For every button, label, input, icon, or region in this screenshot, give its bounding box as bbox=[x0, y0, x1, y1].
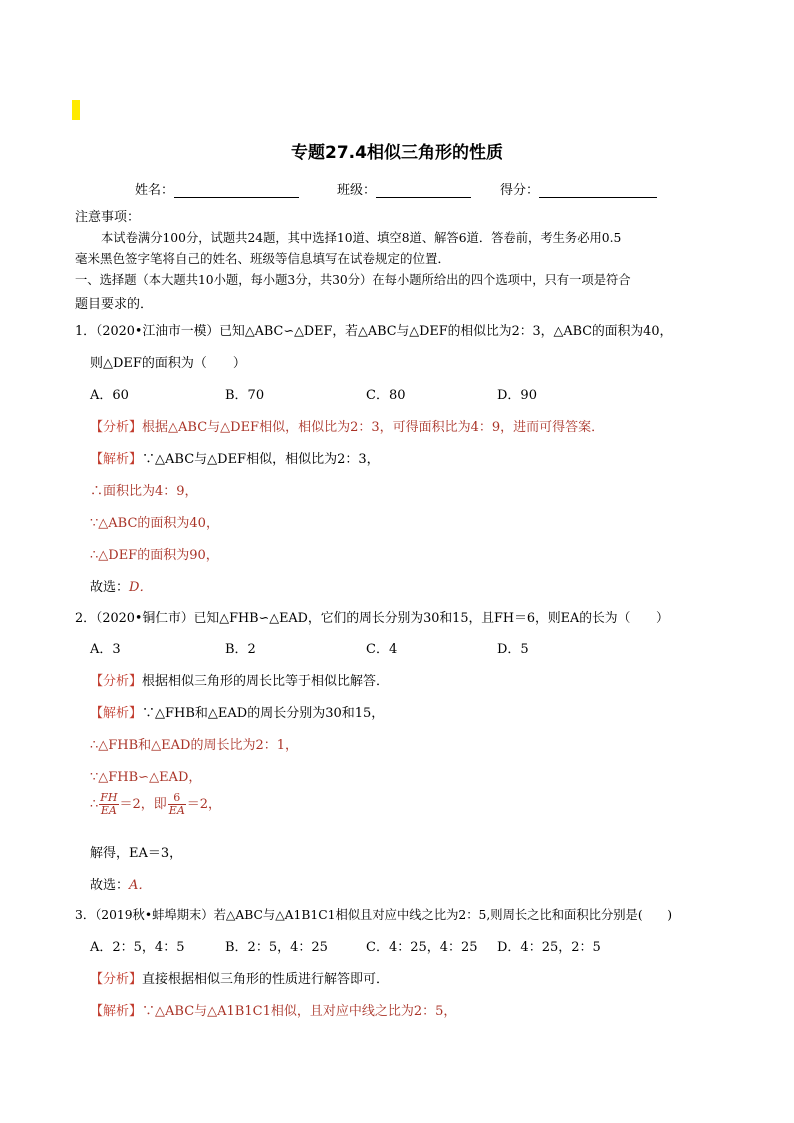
q3-solution-tag: 【解析】 bbox=[90, 1004, 143, 1019]
q2-therefore-symbol: ∴ bbox=[90, 797, 99, 812]
name-label: 姓名： bbox=[135, 183, 175, 198]
q2-answer: A． bbox=[129, 878, 152, 893]
q1-option-c[interactable]: C．80 bbox=[366, 388, 406, 403]
q2-solution-line-3: ∵△FHB∽△EAD， bbox=[90, 770, 202, 785]
q2-option-b[interactable]: B．2 bbox=[225, 642, 256, 657]
q1-solution-line-4: ∴△DEF的面积为90， bbox=[90, 548, 219, 563]
page-title: 专题27.4相似三角形的性质 bbox=[291, 143, 503, 163]
q2-stem: 2．（2020•铜仁市）已知△FHB∽△EAD，它们的周长分别为30和15，且FH＝6，则EA的长为（ ） bbox=[75, 611, 669, 626]
q3-option-a[interactable]: A．2：5，4：5 bbox=[90, 940, 185, 955]
section-heading-line-1: 一、选择题（本大题共10小题，每小题3分，共30分）在每小题所给出的四个选项中，只有一项是符合 bbox=[75, 273, 631, 287]
q2-solution-line-4 bbox=[90, 792, 221, 817]
notice-line-1: 本试卷满分100分，试题共24题，其中选择10道、填空8道、解答6道．答卷前，考生务必用0.5 bbox=[101, 231, 622, 245]
q1-stem-line-2: 则△DEF的面积为（ ） bbox=[90, 356, 246, 371]
q2-analysis-tag: 【分析】 bbox=[90, 674, 143, 689]
class-blank[interactable] bbox=[376, 183, 471, 198]
q2-solution-line-1 bbox=[90, 702, 384, 721]
class-field[interactable] bbox=[337, 179, 471, 198]
q2-solution-line-2: ∴△FHB和△EAD的周长比为2：1， bbox=[90, 738, 299, 753]
notice-line-2: 毫米黑色签字笔将自己的姓名、班级等信息填写在试卷规定的位置． bbox=[75, 251, 451, 266]
q2-answer-prefix: 故选： bbox=[90, 878, 130, 893]
q2-fraction-1-denominator: EA bbox=[100, 804, 117, 817]
score-field[interactable] bbox=[500, 179, 657, 198]
q3-analysis bbox=[90, 968, 389, 987]
q1-answer: D． bbox=[129, 580, 153, 595]
q1-solution-line-1 bbox=[90, 448, 380, 467]
q1-analysis-text: 根据△ABC与△DEF相似，相似比为2：3，可得面积比为4：9，进而可得答案． bbox=[142, 420, 605, 435]
notice-heading: 注意事项： bbox=[75, 210, 141, 225]
q2-solution-line-5: 解得，EA＝3， bbox=[90, 846, 183, 861]
q3-solution-line-1 bbox=[90, 1000, 456, 1019]
q1-option-a[interactable]: A．60 bbox=[90, 388, 129, 403]
q2-option-c[interactable]: C．4 bbox=[366, 642, 398, 657]
name-field[interactable] bbox=[135, 179, 299, 198]
q2-answer-line bbox=[90, 874, 151, 893]
q1-solution-text: ∵△ABC与△DEF相似，相似比为2：3， bbox=[142, 452, 380, 467]
q3-option-b[interactable]: B．2：5，4：25 bbox=[225, 940, 328, 955]
q1-stem-prefix: 1．（2020•江油市一模）已知△ bbox=[75, 324, 255, 339]
q1-stem-rest: ABC∽△DEF，若△ABC与△DEF的相似比为2：3，△ABC的面积为40， bbox=[254, 324, 673, 339]
q3-solution-text: ∵△ABC与△A1B1C1相似，且对应中线之比为2：5， bbox=[142, 1004, 457, 1019]
q1-option-d[interactable]: D．90 bbox=[497, 388, 537, 403]
class-label: 班级： bbox=[337, 183, 377, 198]
q1-solution-line-2: ∴面积比为4：9， bbox=[90, 484, 198, 499]
q1-answer-line bbox=[90, 576, 152, 595]
score-label: 得分： bbox=[500, 183, 540, 198]
q2-option-a[interactable]: A．3 bbox=[90, 642, 121, 657]
q2-fraction-6-ea bbox=[168, 792, 186, 817]
q1-solution-tag: 【解析】 bbox=[90, 452, 143, 467]
score-blank[interactable] bbox=[539, 183, 657, 198]
q2-equation-2: ＝2， bbox=[186, 797, 222, 812]
q1-analysis-tag: 【分析】 bbox=[90, 420, 143, 435]
q2-analysis bbox=[90, 670, 389, 689]
q2-fraction-2-numerator: 6 bbox=[168, 792, 186, 805]
q3-stem: 3．（2019秋•蚌埠期末）若△ABC与△A1B1C1相似且对应中线之比为2：5,则周长之比和面积比分别是( ) bbox=[75, 908, 673, 922]
q2-solution-text: ∵△FHB和△EAD的周长分别为30和15， bbox=[142, 706, 385, 721]
q3-option-d[interactable]: D．4：25，2：5 bbox=[497, 940, 601, 955]
q2-solution-tag: 【解析】 bbox=[90, 706, 143, 721]
q3-analysis-tag: 【分析】 bbox=[90, 972, 143, 987]
q2-equation-1: ＝2，即 bbox=[119, 797, 167, 812]
highlight-marker bbox=[72, 100, 80, 120]
q3-option-c[interactable]: C．4：25，4：25 bbox=[366, 940, 478, 955]
q2-fraction-1-numerator: FH bbox=[100, 791, 118, 804]
q3-analysis-text: 直接根据相似三角形的性质进行解答即可． bbox=[142, 972, 390, 987]
q1-solution-line-3: ∵△ABC的面积为40， bbox=[90, 516, 219, 531]
q2-option-d[interactable]: D．5 bbox=[497, 642, 529, 657]
name-blank[interactable] bbox=[174, 183, 299, 198]
section-heading-line-2: 题目要求的． bbox=[75, 297, 154, 312]
q2-analysis-text: 根据相似三角形的周长比等于相似比解答． bbox=[142, 674, 390, 689]
q1-answer-prefix: 故选： bbox=[90, 580, 130, 595]
q2-fraction-fh-ea bbox=[99, 792, 118, 817]
q2-fraction-2-denominator: EA bbox=[168, 804, 185, 817]
q1-option-b[interactable]: B．70 bbox=[225, 388, 265, 403]
q1-stem-line-1 bbox=[75, 320, 672, 339]
q1-analysis bbox=[90, 416, 604, 435]
